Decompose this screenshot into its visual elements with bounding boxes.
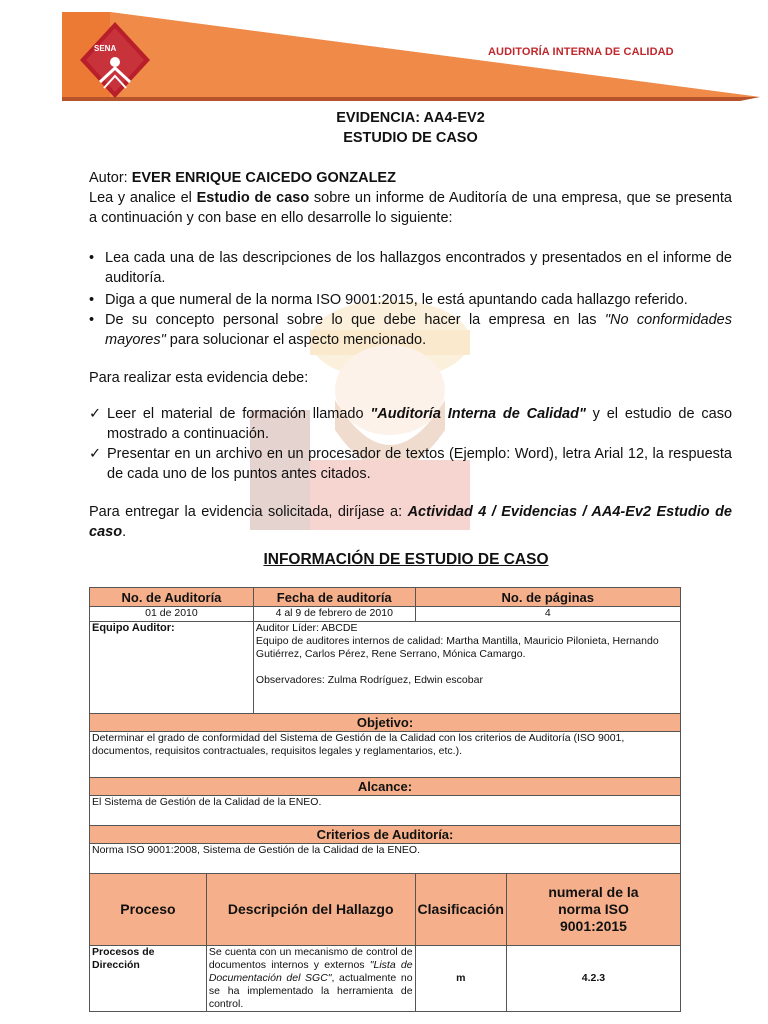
criterios-text: Norma ISO 9001:2008, Sistema de Gestión de la Calidad de la ENEO. — [90, 844, 681, 874]
intro-paragraph — [89, 188, 732, 228]
bullet-text: para solucionar el aspecto mencionado. — [165, 332, 427, 348]
author-line — [89, 168, 732, 188]
intro-text-b: sobre un informe de Auditoría de una empresa, que se presenta a continuación y con base en ello desarrolle lo siguiente: — [89, 190, 732, 226]
equipo-observers: Observadores: Zulma Rodríguez, Edwin escobar — [255, 674, 483, 686]
col-header-auditoria: No. de Auditoría — [90, 588, 254, 607]
checkmark-icon: ✓ — [89, 446, 102, 462]
equipo-members: Equipo de auditores internos de calidad: Martha Mantilla, Mauricio Pilonieta, Hernando Gutiérrez, Carlos Pérez, Rene Serrano, Mónica Camargo. — [255, 635, 659, 660]
intro-text-a: Lea y analice el — [89, 190, 197, 206]
cell-proceso: Procesos de Dirección — [90, 946, 207, 1012]
value-fecha: 4 al 9 de febrero de 2010 — [253, 607, 415, 622]
case-info-table — [89, 587, 681, 1012]
objetivo-text: Determinar el grado de conformidad del Sistema de Gestión de la Calidad con los criterios de Auditoría (ISO 9001, documentos, requisitos contractuales, requisitos legales y reglamentarios, etc.). — [90, 732, 681, 778]
bullet-text: De su concepto personal sobre lo que debe hacer la empresa en las — [105, 312, 605, 328]
page-header — [0, 0, 768, 110]
value-auditoria: 01 de 2010 — [90, 607, 254, 622]
delivery-paragraph — [89, 502, 732, 542]
bullet-text: Diga a que numeral de la norma ISO 9001:2015, le está apuntando cada hallazgo referido. — [105, 292, 688, 308]
check-text: Leer el material de formación llamado — [107, 406, 371, 422]
list-item — [89, 248, 732, 288]
list-item — [89, 404, 732, 444]
delivery-text: Para entregar la evidencia solicitada, diríjase a: — [89, 504, 408, 520]
col-header-clasificacion: Clasificación — [415, 874, 506, 946]
descripcion-text: , actualmente no se ha implementado la herramienta de control. — [208, 972, 413, 1010]
list-item — [89, 444, 732, 484]
alcance-text: El Sistema de Gestión de la Calidad de la ENEO. — [90, 796, 681, 826]
criterios-label: Criterios de Auditoría: — [90, 826, 681, 844]
bullet-icon: • — [89, 312, 95, 328]
descripcion-italic: "Lista de Documentación del SGC" — [208, 959, 413, 984]
evidence-title: EVIDENCIA: AA4-EV2 — [336, 110, 485, 126]
author-label: Autor: — [89, 170, 132, 186]
logo-text: SENA — [94, 44, 117, 53]
delivery-text: . — [122, 524, 127, 540]
author-name: EVER ENRIQUE CAICEDO GONZALEZ — [131, 170, 396, 186]
header-title: AUDITORÍA INTERNA DE CALIDAD — [488, 46, 674, 58]
evidence-subtitle: ESTUDIO DE CASO — [343, 130, 478, 146]
case-info-title: INFORMACIÓN DE ESTUDIO DE CASO — [263, 551, 549, 568]
col-header-descripcion: Descripción del Hallazgo — [206, 874, 415, 946]
objetivo-label: Objetivo: — [90, 714, 681, 732]
equipo-value — [253, 622, 680, 714]
col-header-proceso: Proceso — [90, 874, 207, 946]
check-text: y el estudio de caso mostrado a continuación. — [107, 406, 733, 442]
bullet-icon: • — [89, 250, 95, 266]
list-item — [89, 290, 732, 310]
value-paginas: 4 — [415, 607, 680, 622]
col-header-paginas: No. de páginas — [415, 588, 680, 607]
cell-numeral: 4.2.3 — [506, 946, 680, 1012]
check-text: Presentar en un archivo en un procesador de textos (Ejemplo: Word), letra Arial 12, la respuesta de cada uno de los puntos antes citados. — [107, 446, 732, 482]
table-row — [90, 946, 681, 1012]
intro-text-bold: Estudio de caso — [196, 190, 310, 206]
col-header-numeral: numeral de la norma ISO 9001:2015 — [506, 874, 680, 946]
bullet-text-italic: "No conformidades mayores" — [105, 312, 732, 348]
equipo-leader: Auditor Líder: ABCDE — [255, 622, 358, 634]
alcance-label: Alcance: — [90, 778, 681, 796]
col-header-fecha: Fecha de auditoría — [253, 588, 415, 607]
document-body — [89, 108, 732, 542]
check-text-bold: "Auditoría Interna de Calidad" — [370, 406, 586, 422]
descripcion-text: Se cuenta con un mecanismo de control de documentos internos y externos — [208, 946, 413, 971]
instructions-paragraph: Para realizar esta evidencia debe: — [89, 370, 309, 386]
list-item — [89, 310, 732, 350]
cell-descripcion — [206, 946, 415, 1012]
bullet-text: Lea cada una de las descripciones de los hallazgos encontrados y presentados en el informe de auditoría. — [105, 250, 732, 286]
delivery-path: Actividad 4 / Evidencias / AA4-Ev2 Estudio de caso — [89, 504, 732, 540]
equipo-label: Equipo Auditor: — [90, 622, 254, 714]
checkmark-icon: ✓ — [89, 406, 102, 422]
cell-clasificacion: m — [415, 946, 506, 1012]
bullet-icon: • — [89, 292, 95, 308]
